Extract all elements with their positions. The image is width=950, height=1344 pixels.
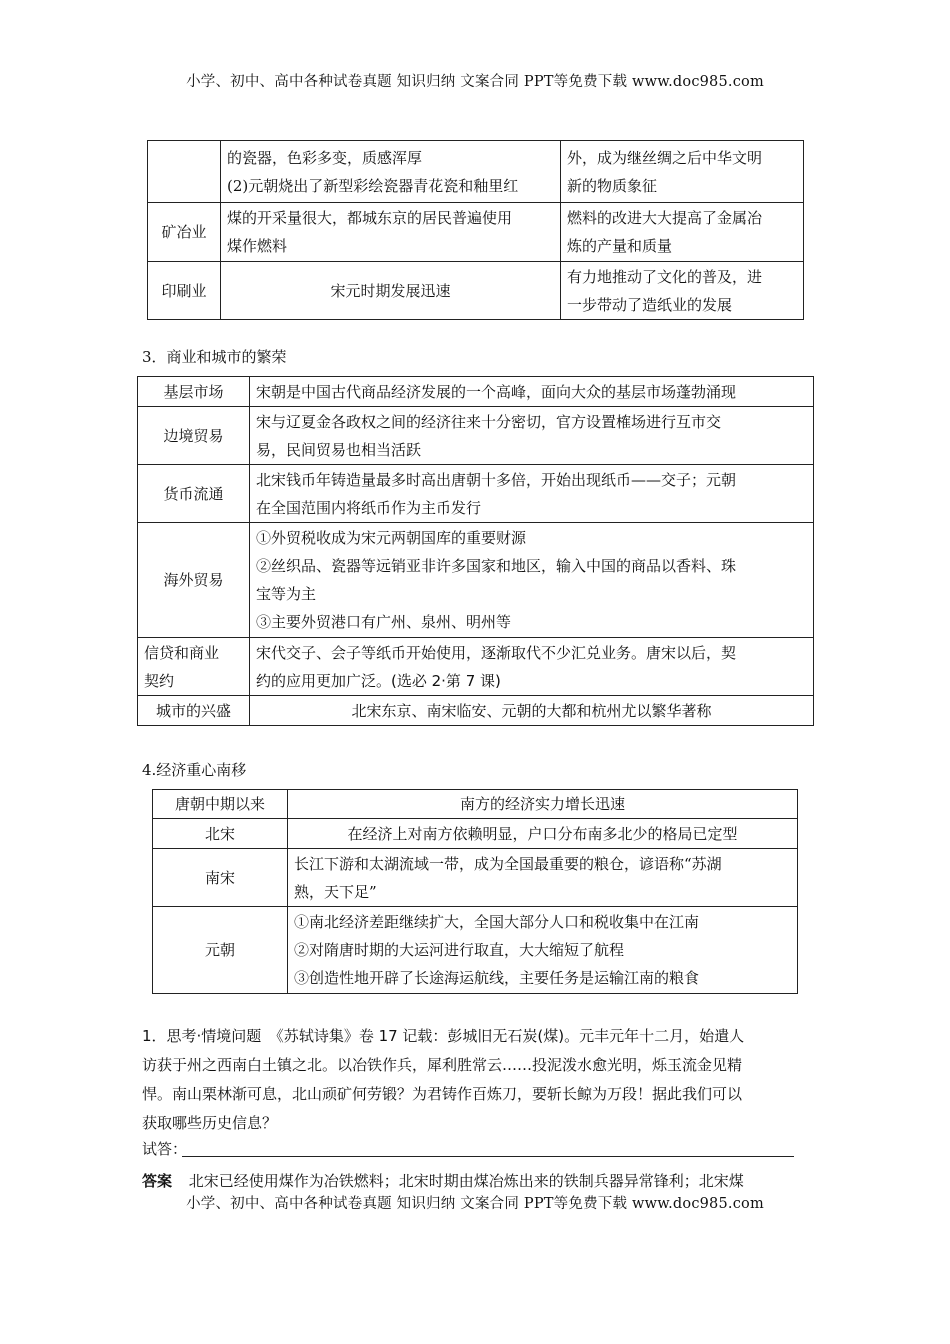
table-row: [138, 638, 814, 696]
row-label: 基层市场: [138, 377, 250, 407]
table-row: [138, 465, 814, 523]
question-line: 访获于州之西南白土镇之北。以冶铁作兵，犀利胜常云……投泥泼水愈光明，烁玉流金见精: [142, 1056, 743, 1074]
table-row: [148, 141, 804, 203]
table-row: [153, 849, 798, 907]
row-content: 南方的经济实力增长迅速: [288, 790, 798, 819]
question-line: 获取哪些历史信息？: [142, 1114, 278, 1132]
row-label: 印刷业: [148, 262, 221, 320]
row-label: 唐朝中期以来: [153, 790, 288, 819]
question-line: 悍。南山栗林渐可息，北山顽矿何劳锻？为君铸作百炼刀，要斩长鲸为万段！据此我们可以: [142, 1085, 743, 1103]
row-impact: 有力地推动了文化的普及，进 一步带动了造纸业的发展: [561, 262, 804, 320]
row-label: 货币流通: [138, 465, 250, 523]
row-content: 宋与辽夏金各政权之间的经济往来十分密切，官方设置榷场进行互市交 易，民间贸易也相当活跃: [250, 407, 814, 465]
table-row: [148, 203, 804, 262]
page-footer: 小学、初中、高中各种试卷真题 知识归纳 文案合同 PPT等免费下载 www.doc985.com: [186, 1196, 764, 1212]
row-content: 北宋钱币年铸造量最多时高出唐朝十多倍，开始出现纸币——交子；元朝 在全国范围内将纸币作为主币发行: [250, 465, 814, 523]
row-content: ①南北经济差距继续扩大，全国大部分人口和税收集中在江南 ②对隋唐时期的大运河进行取直，大大缩短了航程 ③创造性地开辟了长途海运航线，主要任务是运输江南的粮食: [288, 907, 798, 994]
answer-blank-line[interactable]: [182, 1156, 794, 1157]
answer-row: [142, 1138, 802, 1164]
row-label: 海外贸易: [138, 523, 250, 638]
answer-label: 答案: [142, 1172, 173, 1190]
question-block: [142, 1022, 814, 1138]
table-row: [153, 907, 798, 994]
table-row: [138, 696, 814, 726]
row-content: 煤的开采量很大，都城东京的居民普遍使用 煤作燃料: [221, 203, 561, 262]
row-content: 宋代交子、会子等纸币开始使用，逐渐取代不少汇兑业务。唐宋以后，契 约的应用更加广泛。(选必 2·第 7 课): [250, 638, 814, 696]
question-line: 1．思考·情境问题 《苏轼诗集》卷 17 记载：彭城旧无石炭(煤)。元丰元年十二月，始遣人: [142, 1027, 745, 1045]
table-commerce: [137, 376, 814, 726]
row-content: 的瓷器，色彩多变，质感浑厚 (2)元朝烧出了新型彩绘瓷器青花瓷和釉里红: [221, 141, 561, 203]
row-impact: 燃料的改进大大提高了金属冶 炼的产量和质量: [561, 203, 804, 262]
row-content: ①外贸税收成为宋元两朝国库的重要财源 ②丝织品、瓷器等远销亚非许多国家和地区，输入中国的商品以香料、珠 宝等为主 ③主要外贸港口有广州、泉州、明州等: [250, 523, 814, 638]
table-economic-shift: [152, 789, 798, 994]
table-industry: [147, 140, 804, 320]
table-row: [148, 262, 804, 320]
row-label: 矿冶业: [148, 203, 221, 262]
row-content: 长江下游和太湖流域一带，成为全国最重要的粮仓，谚语称“苏湖 熟，天下足”: [288, 849, 798, 907]
table-row: [138, 523, 814, 638]
section-title-3: 3．商业和城市的繁荣: [142, 348, 287, 366]
row-content: 宋朝是中国古代商品经济发展的一个高峰，面向大众的基层市场蓬勃涌现: [250, 377, 814, 407]
page-header: 小学、初中、高中各种试卷真题 知识归纳 文案合同 PPT等免费下载 www.doc985.com: [186, 74, 764, 90]
row-impact: 外，成为继丝绸之后中华文明 新的物质象征: [561, 141, 804, 203]
row-label: 北宋: [153, 819, 288, 849]
section-title-4: 4.经济重心南移: [142, 761, 247, 779]
row-label: 边境贸易: [138, 407, 250, 465]
row-label: 南宋: [153, 849, 288, 907]
row-label: [148, 141, 221, 203]
table-row: [138, 407, 814, 465]
row-content: 宋元时期发展迅速: [221, 262, 561, 320]
row-content: 在经济上对南方依赖明显，户口分布南多北少的格局已定型: [288, 819, 798, 849]
table-row: [153, 819, 798, 849]
try-label: 试答：: [142, 1140, 188, 1158]
table-row: [153, 790, 798, 819]
answer-block: [142, 1168, 814, 1194]
row-label: 信贷和商业 契约: [138, 638, 250, 696]
row-label: 元朝: [153, 907, 288, 994]
row-label: 城市的兴盛: [138, 696, 250, 726]
table-row: [138, 377, 814, 407]
answer-text: 北宋已经使用煤作为冶铁燃料；北宋时期由煤冶炼出来的铁制兵器异常锋利；北宋煤: [188, 1172, 744, 1190]
row-content: 北宋东京、南宋临安、元朝的大都和杭州尤以繁华著称: [250, 696, 814, 726]
